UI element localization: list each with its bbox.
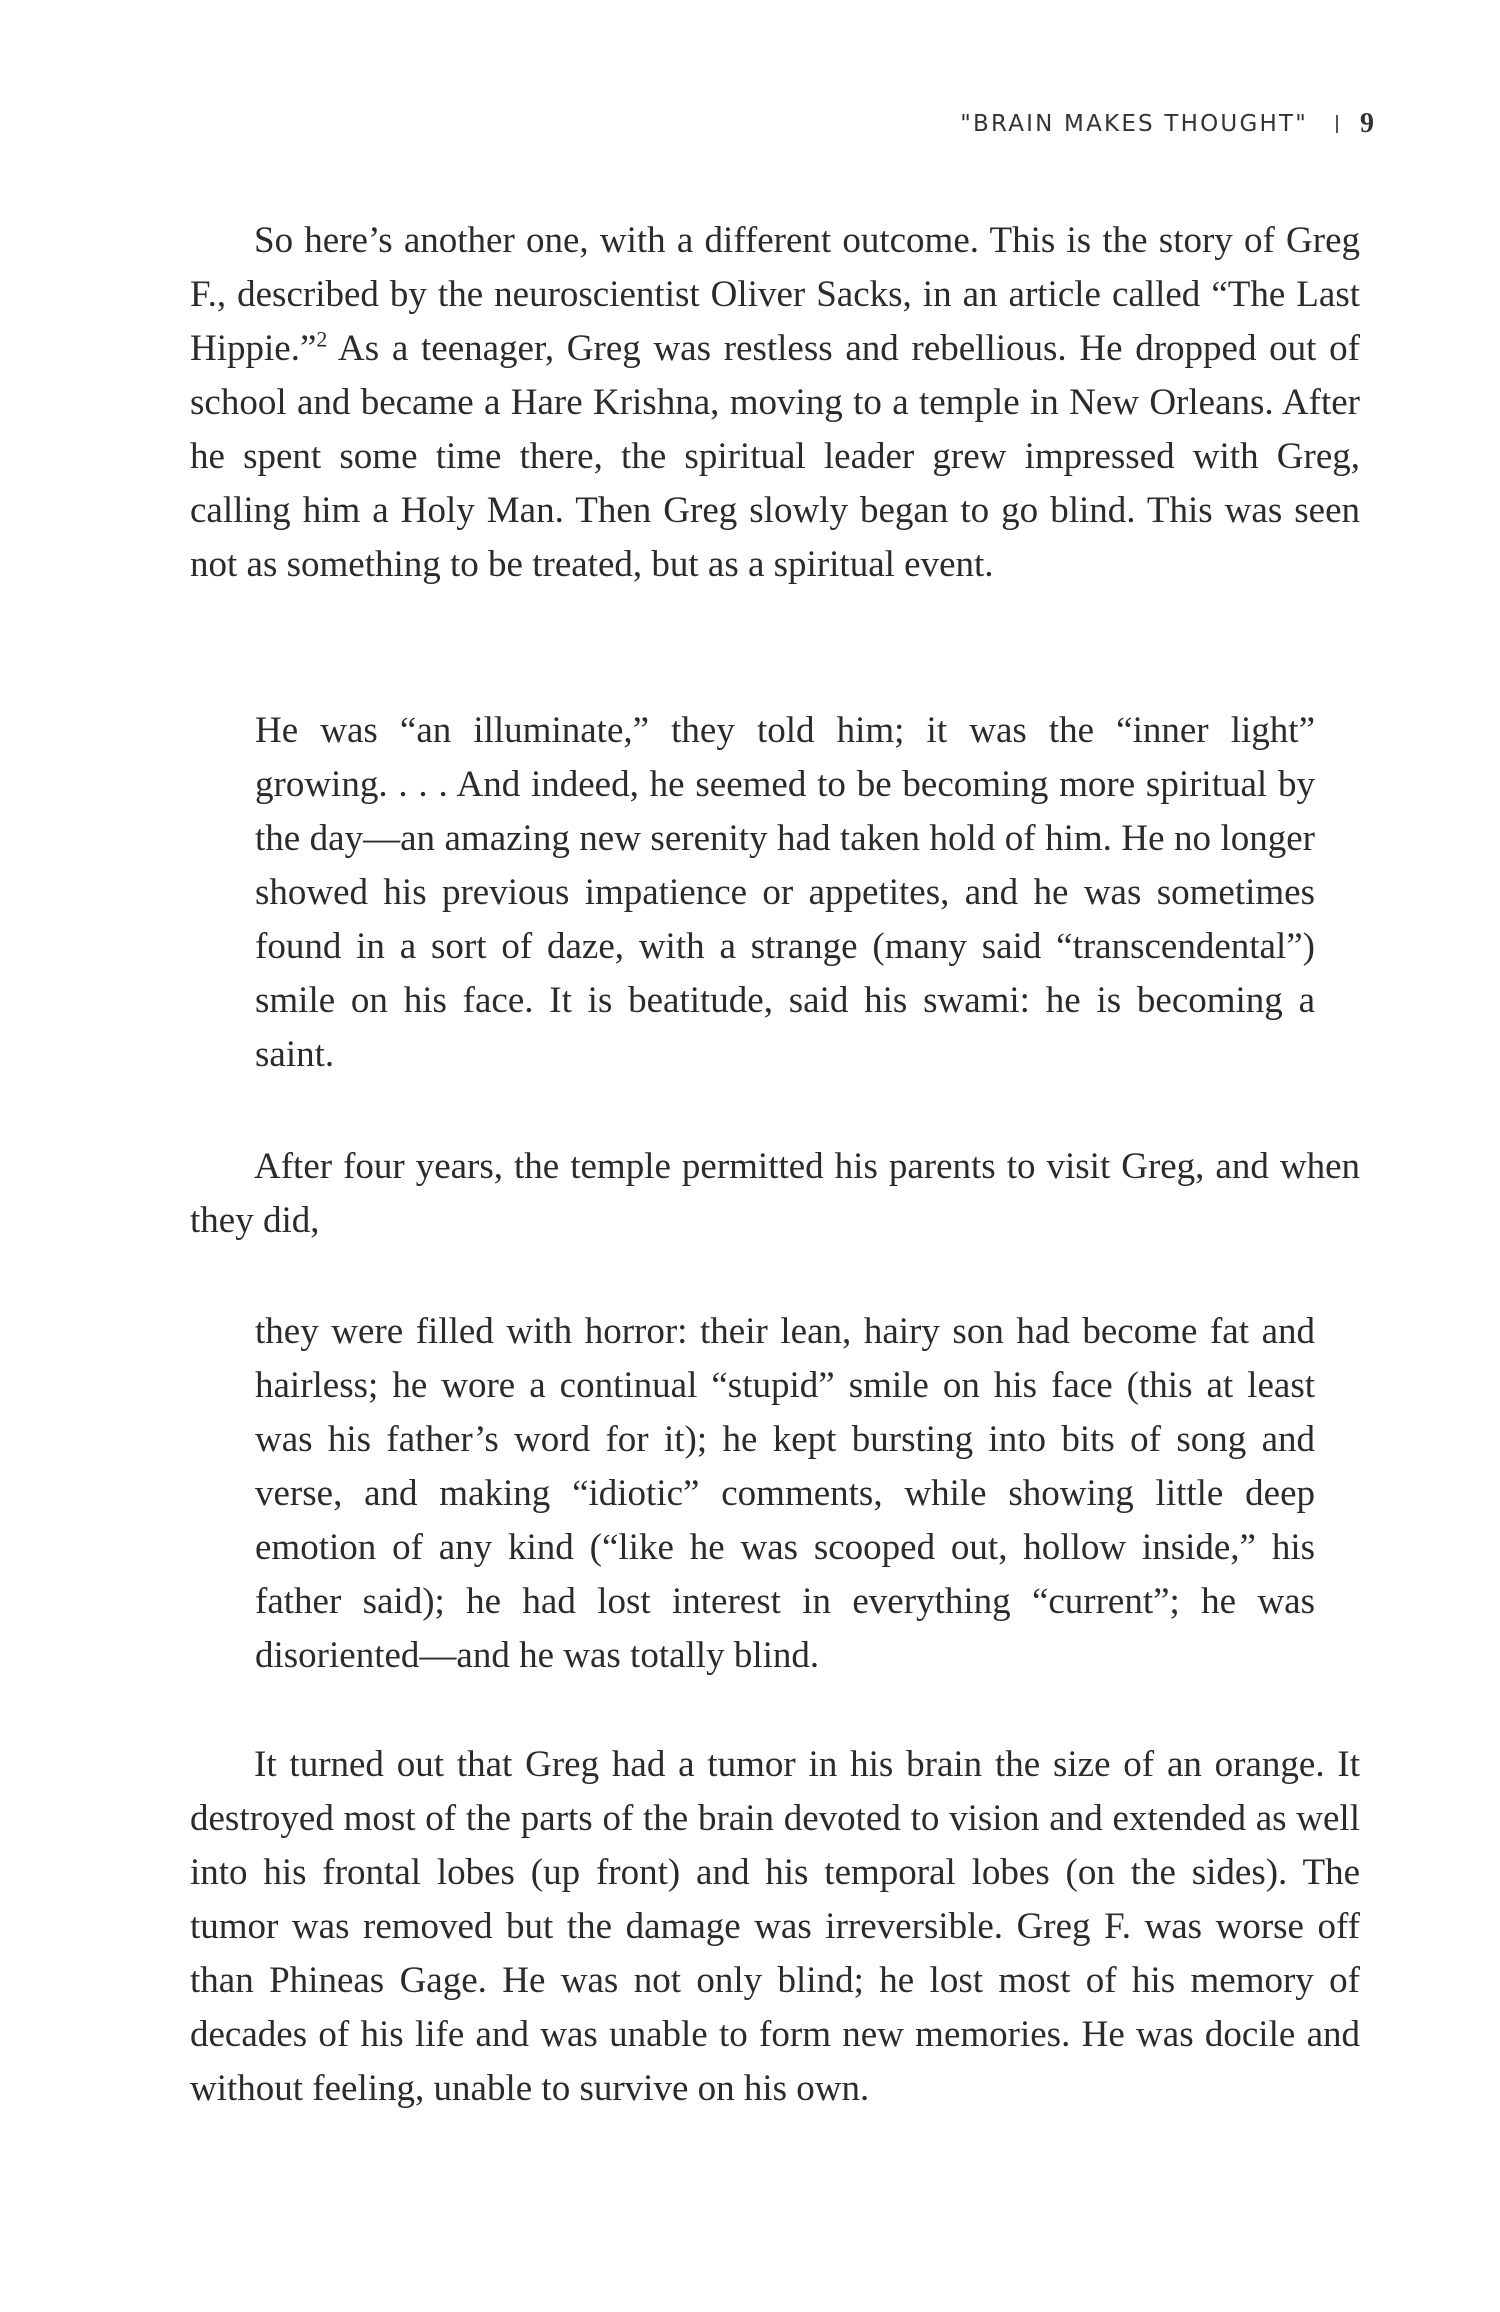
running-title: "BRAIN MAKES THOUGHT" — [960, 111, 1308, 137]
paragraph-parents-visit: After four years, the temple permitted his parents to visit Greg, and when they did, — [190, 1146, 1360, 1241]
paragraph-greg-intro-text-continued: As a teenager, Greg was restless and rebellious. He dropped out of school and became a Hare Krishna, moving to a temple in New Orleans. After he spent some time there, the spiritual leader grew impressed with Greg, calling him a Holy Man. Then Greg slowly began to go blind. This was seen not as something to be treated, but as a spiritual event. — [190, 328, 1360, 585]
running-header — [960, 108, 1374, 140]
header-separator — [1336, 115, 1338, 133]
paragraph-greg-intro — [190, 214, 1360, 592]
paragraph-greg-intro-text: So here’s another one, with a different outcome. This is the story of Greg F., described by the neuroscientist Oliver Sacks, in an article called “The Last Hippie.” — [190, 220, 1360, 369]
block-quote-horror: they were filled with horror: their lean, hairy son had become fat and hairless; he wore a continual “stupid” smile on his face (this at least was his father’s word for it); he kept bursting into bits of song and verse, and making “idiotic” comments, while showing little deep emotion of any kind (“like he was scooped out, hollow inside,” his father said); he had lost interest in everything “current”; he was disoriented—and he was totally blind. — [255, 1311, 1315, 1676]
page-number: 9 — [1360, 108, 1374, 139]
footnote-marker: 2 — [316, 326, 328, 352]
block-quote-illuminate: He was “an illuminate,” they told him; it was the “inner light” growing. . . . And indeed, he seemed to be becoming more spiritual by the day—an amazing new serenity had taken hold of him. He no longer showed his previous impatience or appetites, and he was sometimes found in a sort of daze, with a strange (many said “transcendental”) smile on his face. It is beatitude, said his swami: he is becoming a saint. — [255, 710, 1315, 1075]
paragraph-tumor: It turned out that Greg had a tumor in his brain the size of an orange. It destroyed most of the parts of the brain devoted to vision and extended as well into his frontal lobes (up front) and his temporal lobes (on the sides). The tumor was removed but the damage was irreversible. Greg F. was worse off than Phineas Gage. He was not only blind; he lost most of his memory of decades of his life and was unable to form new memories. He was docile and without feeling, unable to survive on his own. — [190, 1744, 1360, 2109]
